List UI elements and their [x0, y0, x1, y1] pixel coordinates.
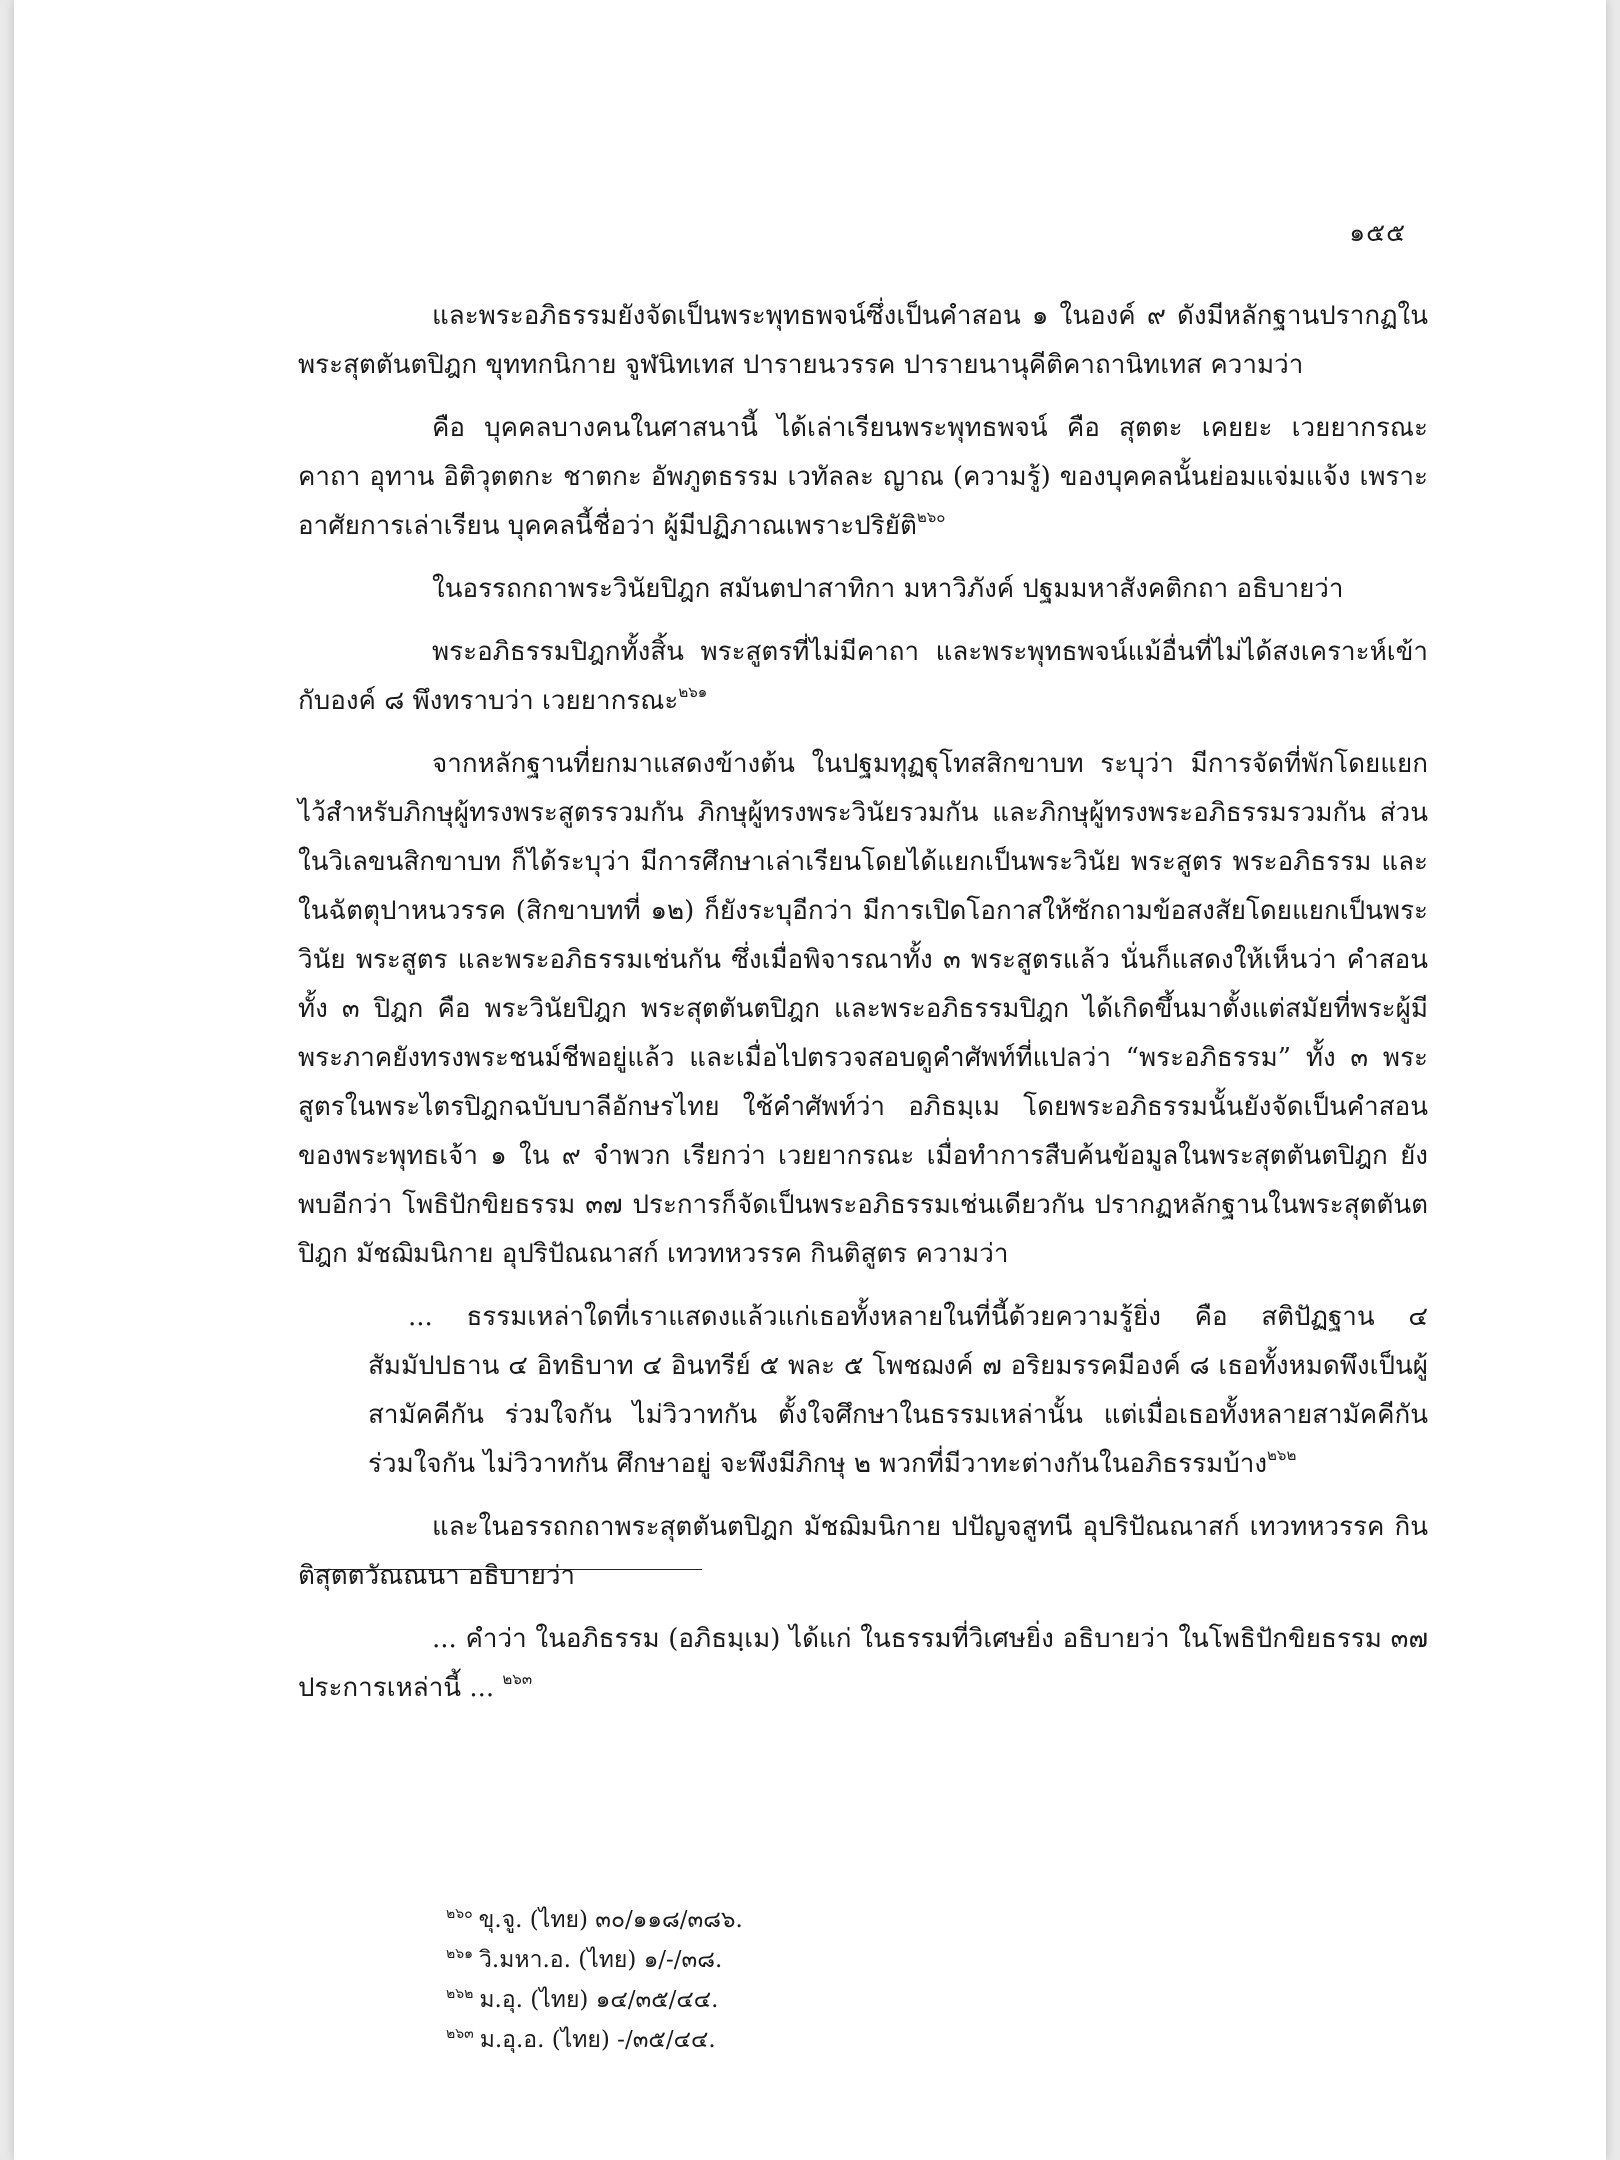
footnote-marker[interactable]: ๒๖๐: [916, 508, 946, 526]
footnote-text: วิ.มหา.อ. (ไทย) ๑/-/๓๘.: [479, 1947, 723, 1973]
footnote-marker[interactable]: ๒๖๒: [1267, 1446, 1297, 1464]
footnote-text: ขุ.จู. (ไทย) ๓๐/๑๑๘/๓๘๖.: [478, 1907, 743, 1933]
paragraph-text: จากหลักฐานที่ยกมาแสดงข้างต้น ในปฐมทุฏฐุโทสสิกขาบท ระบุว่า มีการจัดที่พักโดยแยกไว้สำหรับภิกษุผู้ทรงพระสูตรรวมกัน ภิกษุผู้ทรงพระวินัยรวมกัน และภิกษุผู้ทรงพระอภิธรรมรวมกัน ส่วนในวิเลขนสิกขาบท ก็ได้ระบุว่า มีการศึกษาเล่าเรียนโดยได้แยกเป็นพระวินัย พระสูตร พระอภิธรรม และในฉัตตุปาหนวรรค (สิกขาบทที่ ๑๒) ก็ยังระบุอีกว่า มีการเปิดโอกาสให้ซักถามข้อสงสัยโดยแยกเป็นพระวินัย พระสูตร และพระอภิธรรมเช่นกัน ซึ่งเมื่อพิจารณาทั้ง ๓ พระสูตรแล้ว นั่นก็แสดงให้เห็นว่า คำสอนทั้ง ๓ ปิฎก คือ พระวินัยปิฎก พระสุตตันตปิฎก และพระอภิธรรมปิฎก ได้เกิดขึ้นมาตั้งแต่สมัยที่พระผู้มีพระภาคยังทรงพระชนม์ชีพอยู่แล้ว และเมื่อไปตรวจสอบดูคำศัพท์ที่แปลว่า “พระอภิธรรม” ทั้ง ๓ พระสูตรในพระไตรปิฎกฉบับบาลีอักษรไทย ใช้คำศัพท์ว่า อภิธมฺเม โดยพระอภิธรรมนั้นยังจัดเป็นคำสอนของพระพุทธเจ้า ๑ ใน ๙ จำพวก เรียกว่า เวยยากรณะ เมื่อทำการสืบค้นข้อมูลในพระสุตตันตปิฎก ยังพบอีกว่า โพธิปักขิยธรรม ๓๗ ประการก็จัดเป็นพระอภิธรรมเช่นเดียวกัน ปรากฏหลักฐานในพระสุตตันตปิฎก มัชฌิมนิกาย อุปริปัณณาสก์ เทวทหวรรค กินติสูตร ความว่า: [298, 749, 1428, 1269]
footnote-text: ม.อุ. (ไทย) ๑๔/๓๕/๔๔.: [479, 1987, 719, 2013]
paragraph-text: ในอรรถกถาพระวินัยปิฎก สมันตปาสาทิกา มหาวิภังค์ ปฐมมหาสังคติกถา อธิบายว่า: [432, 574, 1344, 604]
body-text: [298, 292, 1428, 1727]
footnote-number: ๒๖๒: [446, 1986, 474, 2002]
quoted-paragraph: [298, 628, 1428, 726]
paragraph-text: พระอภิธรรมปิฎกทั้งสิ้น พระสูตรที่ไม่มีคาถา และพระพุทธพจน์แม้อื่นที่ไม่ได้สงเคราะห์เข้ากับองค์ ๘ พึงทราบว่า เวยยากรณะ: [298, 637, 1428, 716]
footnote-marker[interactable]: ๒๖๓: [502, 1670, 533, 1688]
footnote-number: ๒๖๑: [446, 1946, 474, 1962]
footnote-text: ม.อุ.อ. (ไทย) -/๓๕/๔๔.: [479, 2027, 716, 2053]
paragraph: [298, 1503, 1428, 1601]
footnote: [446, 2020, 1346, 2060]
quoted-paragraph: [298, 1615, 1428, 1713]
footnote-marker[interactable]: ๒๖๑: [678, 683, 708, 701]
paragraph-text: และพระอภิธรรมยังจัดเป็นพระพุทธพจน์ซึ่งเป็นคำสอน ๑ ในองค์ ๙ ดังมีหลักฐานปรากฏในพระสุตตันตปิฎก ขุททกนิกาย จูฬนิทเทส ปารายนวรรค ปารายนานุคีติคาถานิทเทส ความว่า: [298, 301, 1428, 380]
paragraph-text: ... ธรรมเหล่าใดที่เราแสดงแล้วแก่เธอทั้งหลายในที่นี้ด้วยความรู้ยิ่ง คือ สติปัฏฐาน ๔ สัมมัปปธาน ๔ อิทธิบาท ๔ อินทรีย์ ๕ พละ ๕ โพชฌงค์ ๗ อริยมรรคมีองค์ ๘ เธอทั้งหมดพึงเป็นผู้สามัคคีกัน ร่วมใจกัน ไม่วิวาทกัน ตั้งใจศึกษาในธรรมเหล่านั้น แต่เมื่อเธอทั้งหลายสามัคคีกัน ร่วมใจกัน ไม่วิวาทกัน ศึกษาอยู่ จะพึงมีภิกษุ ๒ พวกที่มีวาทะต่างกันในอภิธรรมบ้าง: [368, 1302, 1428, 1479]
footnotes: [446, 1900, 1346, 2060]
block-quote: [298, 1293, 1428, 1489]
footnote: [446, 1900, 1346, 1940]
footnote-number: ๒๖๐: [446, 1906, 473, 1922]
footnote: [446, 1940, 1346, 1980]
paragraph-text: คือ บุคคลบางคนในศาสนานี้ ได้เล่าเรียนพระพุทธพจน์ คือ สุตตะ เคยยะ เวยยากรณะ คาถา อุทาน อิติวุตตกะ ชาตกะ อัพภูตธรรม เวทัลละ ญาณ (ความรู้) ของบุคคลนั้นย่อมแจ่มแจ้ง เพราะอาศัยการเล่าเรียน บุคคลนี้ชื่อว่า ผู้มีปฏิภาณเพราะปริยัติ: [298, 413, 1428, 541]
footnote-number: ๒๖๓: [446, 2026, 474, 2042]
paragraph-text: ... คำว่า ในอภิธรรม (อภิธมฺเม) ได้แก่ ในธรรมที่วิเศษยิ่ง อธิบายว่า ในโพธิปักขิยธรรม ๓๗ ประการเหล่านี้ ...: [298, 1624, 1428, 1703]
document-page: [14, 0, 1606, 2160]
footnote-divider: [314, 1569, 702, 1570]
paragraph: [298, 292, 1428, 390]
footnote: [446, 1980, 1346, 2020]
page-number: ๑๕๕: [1349, 218, 1406, 247]
paragraph: [298, 565, 1428, 614]
quoted-paragraph: [298, 404, 1428, 551]
paragraph: [298, 740, 1428, 1279]
paragraph-text: และในอรรถกถาพระสุตตันตปิฎก มัชฌิมนิกาย ปปัญจสูทนี อุปริปัณณาสก์ เทวทหวรรค กินติสุตตวัณณนา อธิบายว่า: [298, 1512, 1428, 1591]
